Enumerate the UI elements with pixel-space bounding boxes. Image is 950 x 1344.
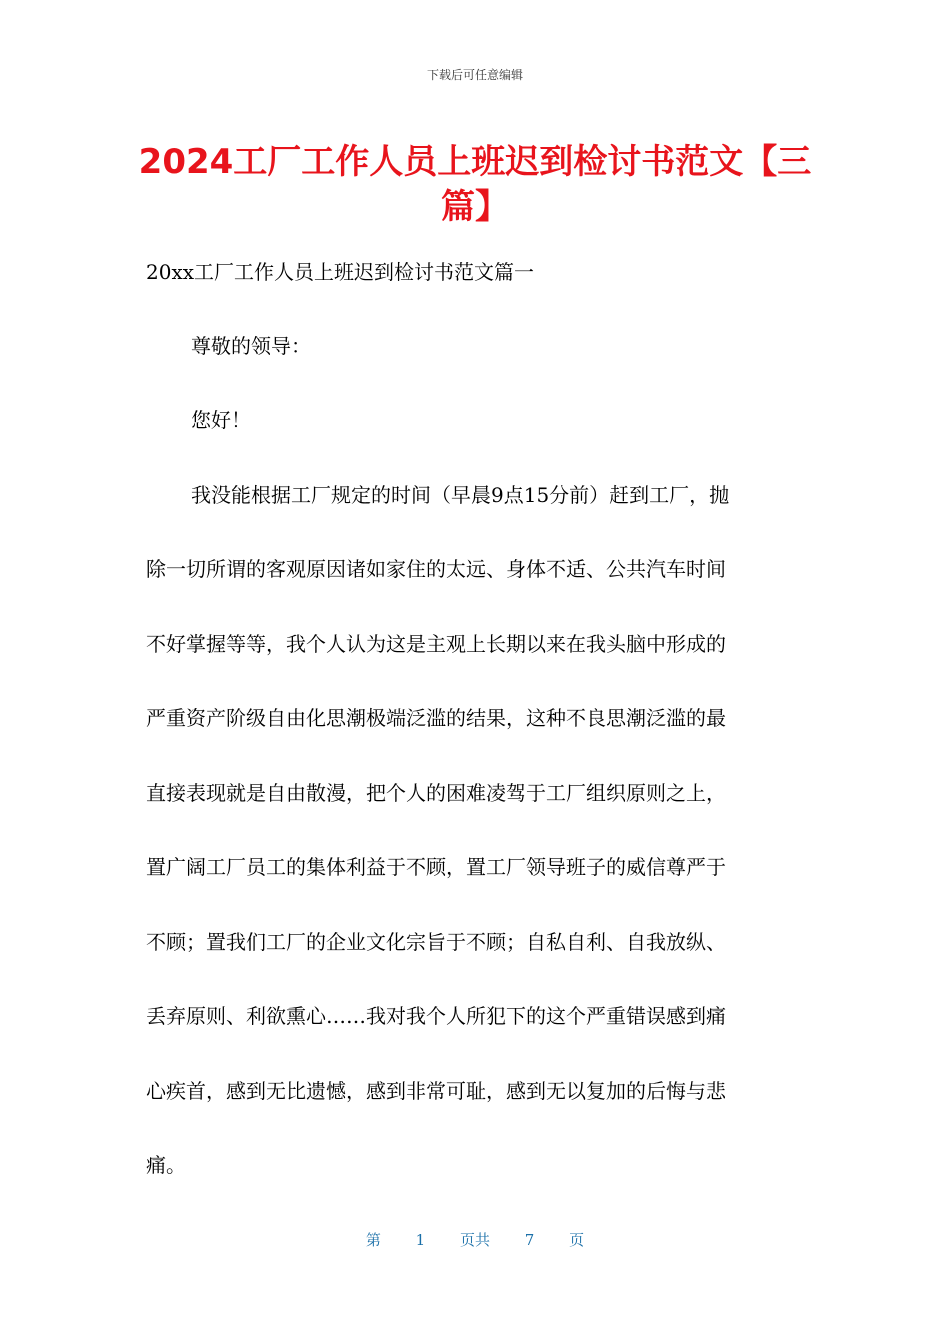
body-line: 置广阔工厂员工的集体利益于不顾，置工厂领导班子的威信尊严于 — [146, 855, 726, 879]
body-line: 严重资产阶级自由化思潮极端泛滥的结果，这种不良思潮泛滥的最 — [146, 706, 726, 730]
page-number: 1 — [415, 1231, 426, 1249]
salutation: 尊敬的领导： — [191, 334, 311, 358]
body-line: 不好掌握等等，我个人认为这是主观上长期以来在我头脑中形成的 — [146, 632, 726, 656]
page-footer — [0, 1229, 950, 1250]
page-suffix: 页 — [569, 1231, 585, 1249]
document-title: 2024工厂工作人员上班迟到检讨书范文【三篇】 — [138, 142, 812, 227]
body-line: 痛。 — [146, 1153, 186, 1177]
body-line: 心疾首，感到无比遗憾，感到非常可耻，感到无以复加的后悔与悲 — [146, 1079, 726, 1103]
page-header-note: 下载后可任意编辑 — [426, 68, 523, 82]
body-line: 我没能根据工厂规定的时间（早晨9点15分前）赶到工厂，抛 — [191, 483, 730, 507]
body-line: 不顾；置我们工厂的企业文化宗旨于不顾；自私自利、自我放纵、 — [146, 930, 726, 954]
body-line: 除一切所谓的客观原因诸如家住的太远、身体不适、公共汽车时间 — [146, 557, 726, 581]
greeting: 您好！ — [191, 408, 251, 432]
total-pages: 7 — [524, 1231, 535, 1249]
page-middle: 页共 — [459, 1231, 490, 1249]
page-prefix: 第 — [365, 1231, 381, 1249]
section-heading: 20xx工厂工作人员上班迟到检讨书范文篇一 — [146, 260, 535, 284]
body-line: 丢弃原则、利欲熏心……我对我个人所犯下的这个严重错误感到痛 — [146, 1004, 726, 1028]
body-line: 直接表现就是自由散漫，把个人的困难凌驾于工厂组织原则之上， — [146, 781, 726, 805]
